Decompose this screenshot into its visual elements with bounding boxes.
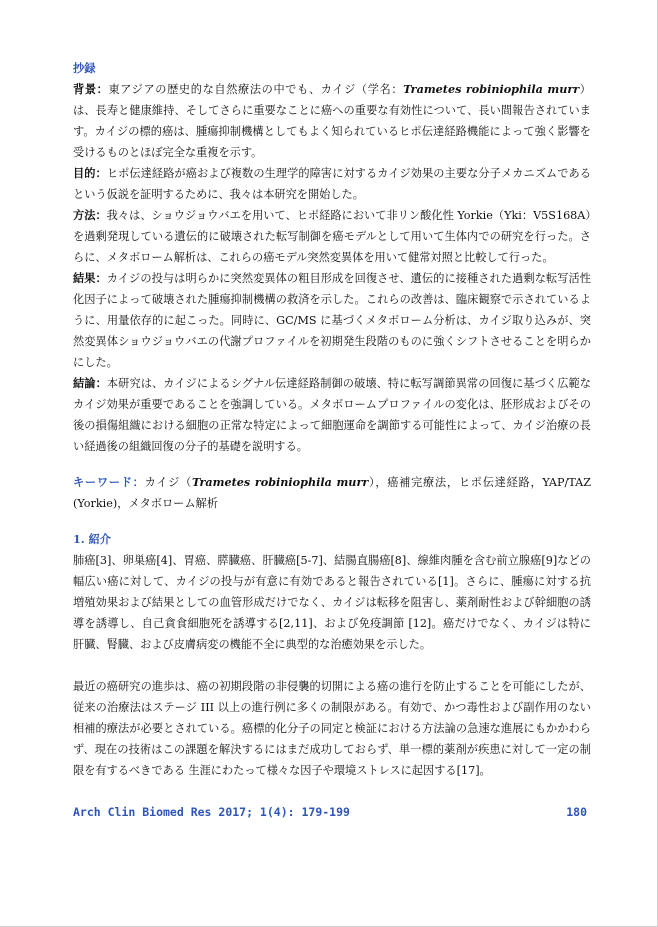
methods-label: 方法： <box>73 208 107 222</box>
background-text-2: ）は、長寿と健康維持、そしてさらに重要なことに癌への重要な有効性について、長い間報告されています。カイジの標的癌は、腫瘍抑制機構としてもよく知られているヒポ伝達経路機能によって強く影響を受けるものとほぼ完全な重複を示す。 <box>73 83 591 159</box>
keywords-label: キーワード： <box>73 475 145 489</box>
abstract-objective <box>73 163 591 205</box>
objective-text: ヒポ伝達経路が癌および複数の生理学的障害に対するカイジ効果の主要な分子メカニズムであるという仮説を証明するために、我々は本研究を開始した。 <box>73 167 591 201</box>
intro-paragraph-1: 肺癌[3]、卵巣癌[4]、胃癌、膵臓癌、肝臓癌[5-7]、結腸直腸癌[8]、線維肉腫を含む前立腺癌[9]などの幅広い癌に対して、カイジの投与が有意に有効であると報告されている[1]。さらに、腫瘍に対する抗増殖効果および結果としての血管形成だけでなく、カイジは転移を阻害し、薬剤耐性および幹細胞の誘導を誘導し、自己貪食細胞死を誘導する[2,11]、および免疫調節 [12]。癌だけでなく、カイジは特に肝臓、腎臓、および皮膚病変の機能不全に典型的な治癒効果を示した。 <box>73 554 591 651</box>
journal-citation: Arch Clin Biomed Res 2017; 1(4): 179-199 <box>73 805 350 819</box>
methods-text: 我々は、ショウジョウバエを用いて、ヒポ経路において非リン酸化性 Yorkie（Yki：V5S168A）を過剰発現している遺伝的に破壊された転写制御を癌モデルとして用いて生体内での研究を行った。さらに、メタボローム解析は、これらの癌モデル突然変異体を用いて健常対照と比較して行った。 <box>73 209 591 264</box>
results-text: カイジの投与は明らかに突然変異体の粗目形成を回復させ、遺伝的に接種された過剰な転写活性化因子によって破壊された腫瘍抑制機構の救済を示した。これらの改善は、臨床観察で示されているように、用量依存的に起こった。同時に、GC/MS に基づくメタボローム分析は、カイジ取り込みが、突然変異体ショウジョウバエの代謝プロファイルを初期発生段階のものに強くシフトさせることを明らかにした。 <box>73 272 591 369</box>
intro-heading: 1. 紹介 <box>73 532 111 546</box>
abstract-results <box>73 268 591 373</box>
keywords-line <box>73 472 591 514</box>
objective-label: 目的： <box>73 166 107 180</box>
keyword-kaiji: カイジ（ <box>144 476 193 489</box>
results-label: 結果： <box>73 271 107 285</box>
page-footer <box>73 805 587 819</box>
page-content <box>73 58 591 781</box>
abstract-heading: 抄録 <box>73 61 96 75</box>
conclusion-text: 本研究は、カイジによるシグナル伝達経路制御の破壊、特に転写調節異常の回復に基づく広範なカイジ効果が重要であることを強調している。メタボロームプロファイルの変化は、胚形成およびその後の損傷組織における細胞の正常な特定によって細胞運命を調節する可能性によって、カイジ治療の長い経過後の組織回復の分子的基礎を説明する。 <box>73 377 591 453</box>
page-number: 180 <box>566 805 587 819</box>
conclusion-label: 結論： <box>73 376 107 390</box>
background-text-1: 東アジアの歴史的な自然療法の中でも、カイジ（学名： <box>108 83 404 96</box>
background-latin: Trametes robiniophila murr <box>403 82 580 96</box>
intro-paragraph-2: 最近の癌研究の進歩は、癌の初期段階の非侵襲的切開による癌の進行を防止することを可能にしたが、従来の治療法はステージ III 以上の進行例に多くの制限がある。有効で、かつ毒性および副作用のない相補的療法が必要とされている。癌標的化分子の同定と検証における方法論の急速な進展にもかかわらず、現在の技術はこの課題を解決するにはまだ成功しておらず、単一標的薬剤が疾患に対して一定の制限を有するべきである 生涯にわたって様々な因子や環境ストレスに起因する[17]。 <box>73 680 591 777</box>
abstract-background <box>73 79 591 163</box>
abstract-methods <box>73 205 591 268</box>
background-label: 背景： <box>73 82 109 96</box>
abstract-conclusion <box>73 373 591 457</box>
keyword-latin: Trametes robiniophila murr <box>192 475 369 489</box>
keywords-rest: ），癌補完療法，ヒポ伝達経路，YAP/TAZ (Yorkie)，メタボローム解析 <box>73 476 591 510</box>
